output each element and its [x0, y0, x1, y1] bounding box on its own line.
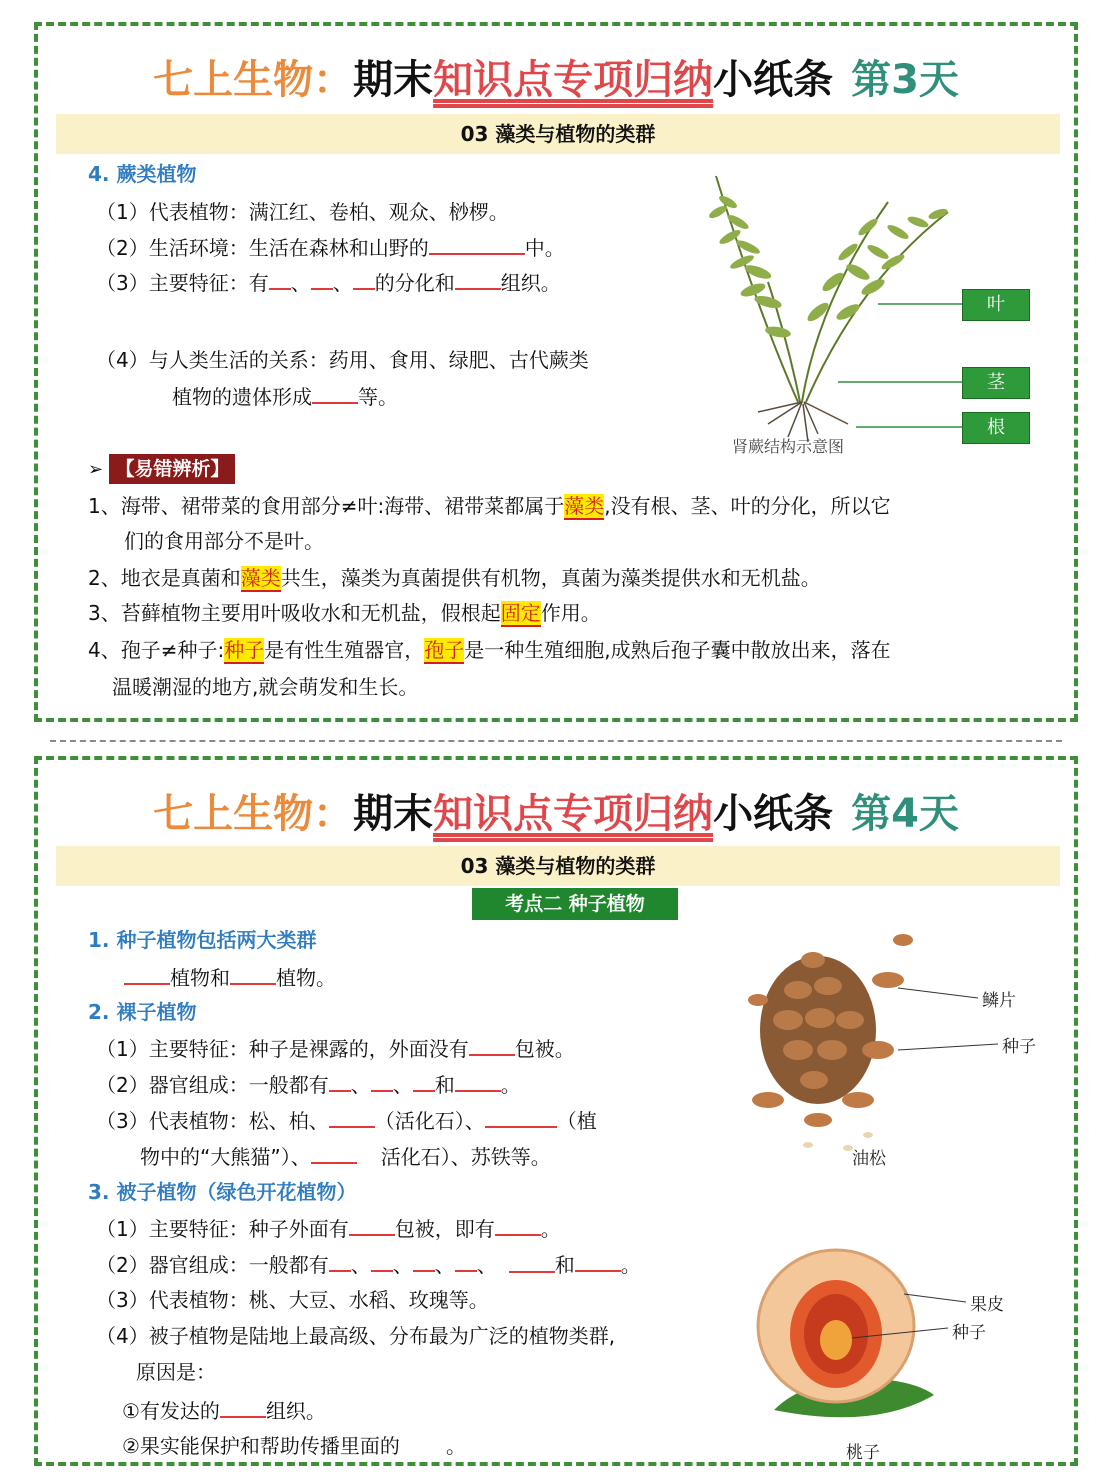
ang-line-2: （2）器官组成：一般都有 、 、 、 、 和 。: [96, 1250, 641, 1279]
label-root: 根: [962, 412, 1030, 444]
highlight: 孢子: [424, 638, 465, 662]
highlight: 藻类: [240, 566, 281, 590]
answer-blank: [269, 268, 291, 290]
heading-seed-plants: 1. 种子植物包括两大类群: [88, 928, 317, 952]
fern-caption: 肾蕨结构示意图: [732, 437, 845, 456]
answer-blank: [311, 1142, 357, 1164]
note-card-day4: [34, 756, 1078, 1466]
ang-line-4: （4）被子植物是陆地上最高级、分布最为广泛的植物类群,: [96, 1324, 616, 1348]
highlight: 藻类: [564, 494, 605, 518]
pine-cone-illustration: [738, 920, 1038, 1170]
label-peach-seed: 种子: [952, 1323, 986, 1343]
label-stem: 茎: [962, 367, 1030, 399]
card-title: 七上生物：期末知识点专项归纳小纸条 第3天: [153, 57, 959, 103]
answer-blank: [469, 1034, 515, 1056]
mistake-tag: 【易错辨析】: [109, 454, 235, 484]
answer-blank: [230, 963, 276, 985]
divider: [50, 740, 1062, 742]
reason-2: ②果实能保护和帮助传播里面的 。: [122, 1434, 466, 1458]
reason-1: ①有发达的 组织。: [122, 1396, 326, 1425]
mistake-2: 2、地衣是真菌和藻类共生，藻类为真菌提供有机物，真菌为藻类提供水和无机盐。: [88, 566, 821, 590]
answer-blank: [575, 1250, 621, 1272]
answer-blank: [455, 1070, 501, 1092]
label-peel: 果皮: [970, 1295, 1004, 1315]
gym-line-1: （1）主要特征：种子是裸露的，外面没有 包被。: [96, 1034, 575, 1063]
heading-fern: 4. 蕨类植物: [88, 162, 197, 186]
ang-line-1: （1）主要特征：种子外面有 包被，即有 。: [96, 1214, 561, 1243]
peach-illustration: [744, 1230, 1034, 1460]
answer-blank: [349, 1214, 395, 1236]
gym-line-3b: 物中的“大熊猫”）、 活化石）、苏铁等。: [140, 1142, 551, 1171]
gym-line-2: （2）器官组成：一般都有 、 、 和 。: [96, 1070, 521, 1099]
mistake-3: 3、苔藓植物主要用叶吸收水和无机盐，假根起固定作用。: [88, 601, 601, 625]
fern-line-4b: 植物的遗体形成 等。: [172, 382, 398, 411]
highlight: 种子: [224, 638, 265, 662]
ang-line-4b: 原因是：: [136, 1360, 216, 1384]
answer-blank: [371, 1070, 393, 1092]
answer-blank: [124, 963, 170, 985]
fern-line-2: （2）生活环境：生活在森林和山野的 中。: [96, 233, 565, 262]
highlight: 固定: [500, 601, 541, 625]
gym-line-3: （3）代表植物：松、柏、 （活化石）、 （植: [96, 1106, 597, 1135]
mistake-1b: 们的食用部分不是叶。: [124, 529, 324, 553]
answer-blank: [329, 1106, 375, 1128]
answer-blank: [353, 268, 375, 290]
card-title: 七上生物：期末知识点专项归纳小纸条 第4天: [153, 791, 959, 837]
answer-blank: [413, 1250, 435, 1272]
mistake-header: [88, 454, 235, 484]
answer-blank: [485, 1106, 557, 1128]
answer-blank: [329, 1250, 351, 1272]
pine-caption: 油松: [852, 1149, 886, 1169]
fern-line-4: （4）与人类生活的关系：药用、食用、绿肥、古代蕨类: [96, 348, 589, 372]
arrow-icon: ➢: [88, 459, 104, 480]
answer-blank: [329, 1070, 351, 1092]
section-band: 03 藻类与植物的类群: [56, 114, 1060, 154]
heading-angiosperm: 3. 被子植物（绿色开花植物）: [88, 1180, 357, 1204]
answer-blank: [220, 1396, 266, 1418]
note-card-day3: [34, 22, 1078, 722]
mistake-4: 4、孢子≠种子:种子是有性生殖器官，孢子是一种生殖细胞,成熟后孢子囊中散放出来，落在: [88, 638, 891, 662]
answer-blank: [509, 1251, 555, 1273]
mistake-1: 1、海带、裙带菜的食用部分≠叶:海带、裙带菜都属于藻类,没有根、茎、叶的分化，所以它: [88, 494, 891, 518]
mistake-4b: 温暖潮湿的地方,就会萌发和生长。: [112, 675, 419, 699]
answer-blank: [429, 233, 525, 255]
section-band: 03 藻类与植物的类群: [56, 846, 1060, 886]
fern-line-3: （3）主要特征：有 、 、 的分化和 组织。: [96, 268, 561, 297]
label-scale: 鳞片: [982, 991, 1016, 1011]
answer-blank: [413, 1070, 435, 1092]
answer-blank: [312, 382, 358, 404]
fern-figure: [698, 162, 1028, 462]
label-leaf: 叶: [962, 289, 1030, 321]
answer-blank: [371, 1250, 393, 1272]
topic-badge: 考点二 种子植物: [472, 888, 678, 920]
answer-blank: [455, 268, 501, 290]
answer-blank: [495, 1214, 541, 1236]
label-pine-seed: 种子: [1002, 1037, 1036, 1057]
ang-line-3: （3）代表植物：桃、大豆、水稻、玫瑰等。: [96, 1288, 489, 1312]
peach-figure: [744, 1230, 1034, 1463]
pine-figure: [738, 920, 1038, 1170]
seed-line-1: 植物和 植物。: [124, 963, 336, 992]
answer-blank: [455, 1250, 477, 1272]
peach-caption: 桃子: [846, 1443, 880, 1463]
heading-gymnosperm: 2. 裸子植物: [88, 1000, 197, 1024]
answer-blank: [311, 268, 333, 290]
fern-line-1: （1）代表植物：满江红、卷柏、观众、桫椤。: [96, 200, 509, 224]
